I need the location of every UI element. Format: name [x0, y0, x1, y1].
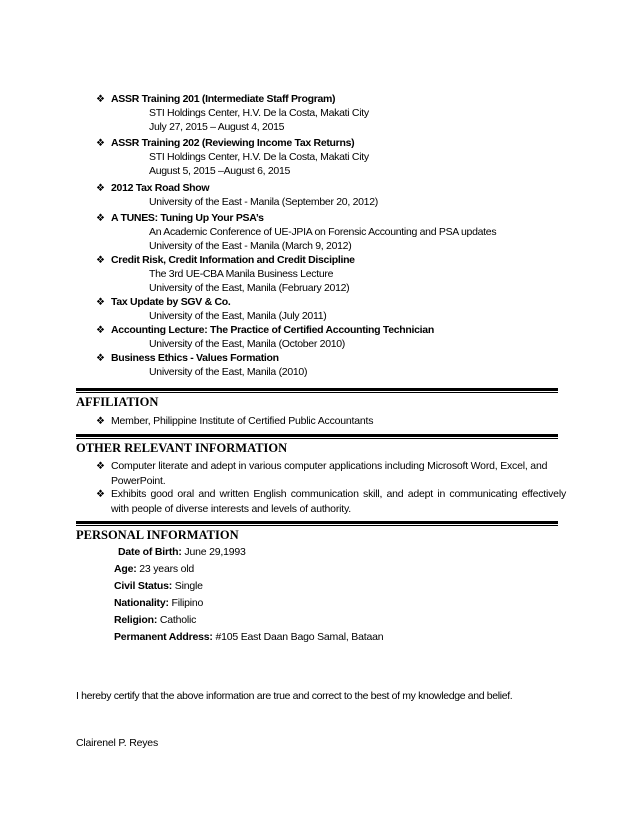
- training-title: A TUNES: Tuning Up Your PSA’s: [111, 212, 264, 224]
- training-title: 2012 Tax Road Show: [111, 182, 210, 194]
- affiliation-heading: AFFILIATION: [76, 395, 159, 409]
- diamond-bullet-icon: ❖: [96, 138, 105, 149]
- training-title: Accounting Lecture: The Practice of Certified Accounting Technician: [111, 324, 434, 336]
- diamond-bullet-icon: ❖: [96, 489, 105, 500]
- personal-info-heading: PERSONAL INFORMATION: [76, 528, 239, 542]
- personal-info-row: Age: 23 years old: [114, 563, 195, 575]
- personal-info-row: Nationality: Filipino: [114, 597, 204, 609]
- training-title: Business Ethics - Values Formation: [111, 352, 279, 364]
- training-detail: The 3rd UE-CBA Manila Business Lecture: [149, 268, 334, 280]
- personal-info-row: Date of Birth: June 29,1993: [118, 546, 246, 558]
- training-item: [96, 137, 596, 178]
- diamond-bullet-icon: ❖: [96, 353, 105, 364]
- diamond-bullet-icon: ❖: [96, 297, 105, 308]
- training-detail: STI Holdings Center, H.V. De la Costa, Makati City: [149, 151, 369, 163]
- diamond-bullet-icon: ❖: [96, 183, 105, 194]
- training-item: [96, 352, 596, 379]
- training-detail: July 27, 2015 – August 4, 2015: [149, 121, 285, 133]
- diamond-bullet-icon: ❖: [96, 461, 105, 472]
- training-item: [96, 254, 596, 295]
- training-item: [96, 296, 596, 323]
- affiliation-item: ❖ Member, Philippine Institute of Certified Public Accountants: [96, 415, 374, 427]
- training-detail: STI Holdings Center, H.V. De la Costa, Makati City: [149, 107, 369, 119]
- training-detail: University of the East - Manila (March 9, 2012): [149, 240, 352, 252]
- diamond-bullet-icon: ❖: [96, 255, 105, 266]
- training-item: [96, 93, 596, 134]
- personal-info-row: Religion: Catholic: [114, 614, 197, 626]
- training-detail: University of the East - Manila (September 20, 2012): [149, 196, 378, 208]
- other-info-item: ❖ Computer literate and adept in various computer applications including Microsoft Word, Excel, and PowerPoint.: [96, 460, 548, 487]
- diamond-bullet-icon: ❖: [96, 213, 105, 224]
- training-title: Credit Risk, Credit Information and Credit Discipline: [111, 254, 355, 266]
- training-detail: August 5, 2015 –August 6, 2015: [149, 165, 291, 177]
- personal-info-row: Civil Status: Single: [114, 580, 203, 592]
- training-title: ASSR Training 201 (Intermediate Staff Program): [111, 93, 336, 105]
- training-detail: University of the East, Manila (July 2011): [149, 310, 327, 322]
- personal-info-row: Permanent Address: #105 East Daan Bago Samal, Bataan: [114, 631, 384, 643]
- diamond-bullet-icon: ❖: [96, 416, 105, 427]
- training-detail: University of the East, Manila (February 2012): [149, 282, 350, 294]
- other-info-heading: OTHER RELEVANT INFORMATION: [76, 441, 288, 455]
- training-item: [96, 324, 596, 351]
- training-detail: University of the East, Manila (2010): [149, 366, 308, 378]
- diamond-bullet-icon: ❖: [96, 94, 105, 105]
- training-title: Tax Update by SGV & Co.: [111, 296, 231, 308]
- other-info-item: ❖ Exhibits good oral and written English communication skill, and adept in communicating effectively with people of diverse interests and levels of authority.: [96, 488, 566, 515]
- training-detail: University of the East, Manila (October 2010): [149, 338, 346, 350]
- section-divider: [76, 521, 558, 524]
- certification-statement: I hereby certify that the above information are true and correct to the best of my knowledge and belief.: [76, 690, 513, 702]
- signature-name: Clairenel P. Reyes: [76, 737, 158, 749]
- diamond-bullet-icon: ❖: [96, 325, 105, 336]
- training-detail: An Academic Conference of UE-JPIA on Forensic Accounting and PSA updates: [149, 226, 497, 238]
- training-item: [96, 182, 596, 209]
- training-title: ASSR Training 202 (Reviewing Income Tax Returns): [111, 137, 355, 149]
- training-item: [96, 212, 596, 253]
- section-divider: [76, 388, 558, 391]
- section-divider: [76, 434, 558, 437]
